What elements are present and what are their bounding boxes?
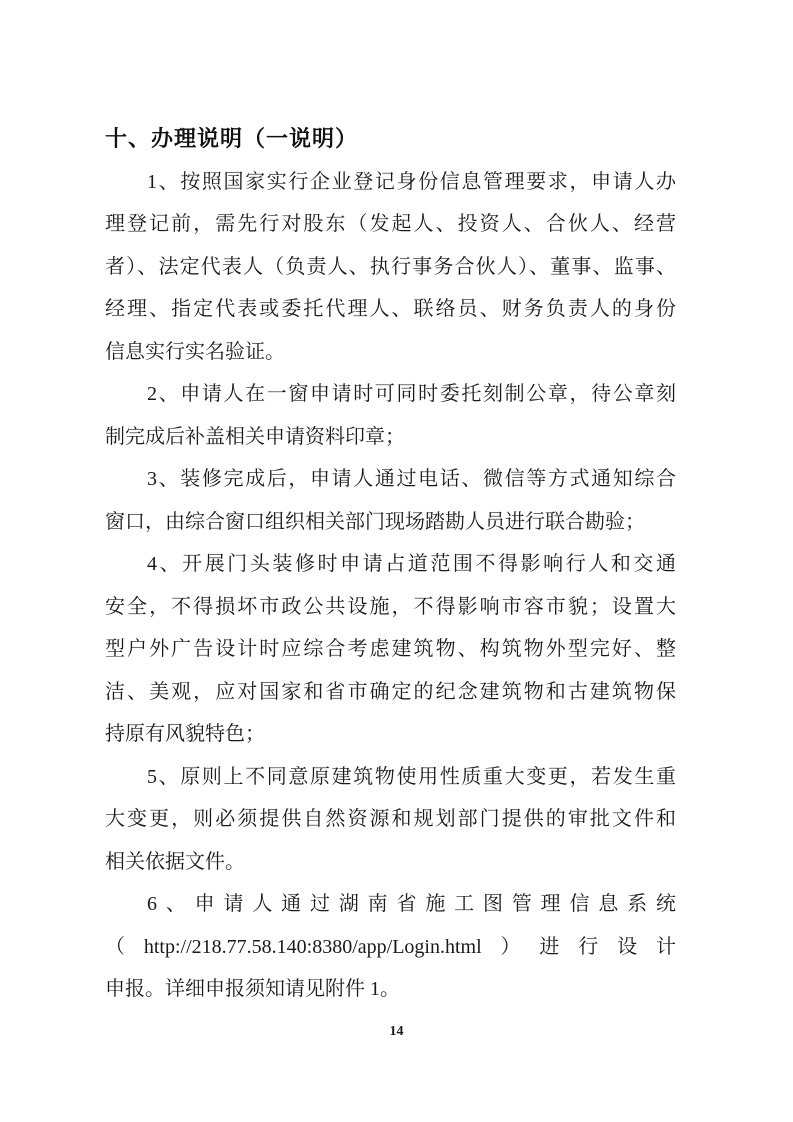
text-line: 窗口，由综合窗口组织相关部门现场踏勘人员进行联合勘验；: [105, 510, 645, 533]
text-line: 安全，不得损坏市政公共设施，不得影响市容市貌；设置大: [105, 595, 676, 618]
text-line: 2、申请人在一窗申请时可同时委托刻制公章，待公章刻: [147, 383, 676, 405]
page-number: 14: [389, 1024, 404, 1039]
paragraph-6: [105, 883, 676, 1011]
paragraph-5: [105, 756, 676, 884]
text-line: 理登记前，需先行对股东（发起人、投资人、合伙人、经营: [105, 213, 676, 235]
page-footer: [0, 1022, 793, 1040]
paragraph-3: [105, 458, 676, 543]
text-line: 4、开展门头装修时申请占道范围不得影响行人和交通: [147, 553, 676, 575]
text-line: 洁、美观，应对国家和省市确定的纪念建筑物和古建筑物保: [105, 680, 676, 703]
document-paragraphs: [105, 161, 676, 1011]
text-line: 大变更，则必须提供自然资源和规划部门提供的审批文件和: [105, 808, 676, 830]
text-line: 者）、法定代表人（负责人、执行事务合伙人）、董事、监事、: [105, 255, 676, 278]
document-content: [105, 118, 676, 1011]
text-line: 持原有风貌特色；: [105, 723, 265, 745]
text-line: 制完成后补盖相关申请资料印章；: [105, 425, 405, 448]
text-line: 申报。详细申报须知请见附件 1。: [105, 978, 400, 1000]
paragraph-2: [105, 373, 676, 458]
text-line: 6、申请人通过湖南省施工图管理信息系统: [147, 893, 676, 915]
text-line: 信息实行实名验证。: [105, 340, 285, 363]
paragraph-1: [105, 161, 676, 374]
text-line: 5、原则上不同意原建筑物使用性质重大变更，若发生重: [147, 765, 676, 788]
text-line: 相关依据文件。: [105, 850, 245, 873]
paragraph-4: [105, 543, 676, 756]
text-line: （http://218.77.58.140:8380/app/Login.html）进行设计: [105, 935, 676, 958]
section-heading: 十、办理说明（一说明）: [105, 126, 359, 151]
text-line: 1、按照国家实行企业登记身份信息管理要求，申请人办: [147, 170, 676, 193]
text-line: 3、装修完成后，申请人通过电话、微信等方式通知综合: [147, 468, 676, 490]
text-line: 型户外广告设计时应综合考虑建筑物、构筑物外型完好、整: [105, 638, 676, 660]
text-line: 经理、指定代表或委托代理人、联络员、财务负责人的身份: [105, 298, 676, 320]
